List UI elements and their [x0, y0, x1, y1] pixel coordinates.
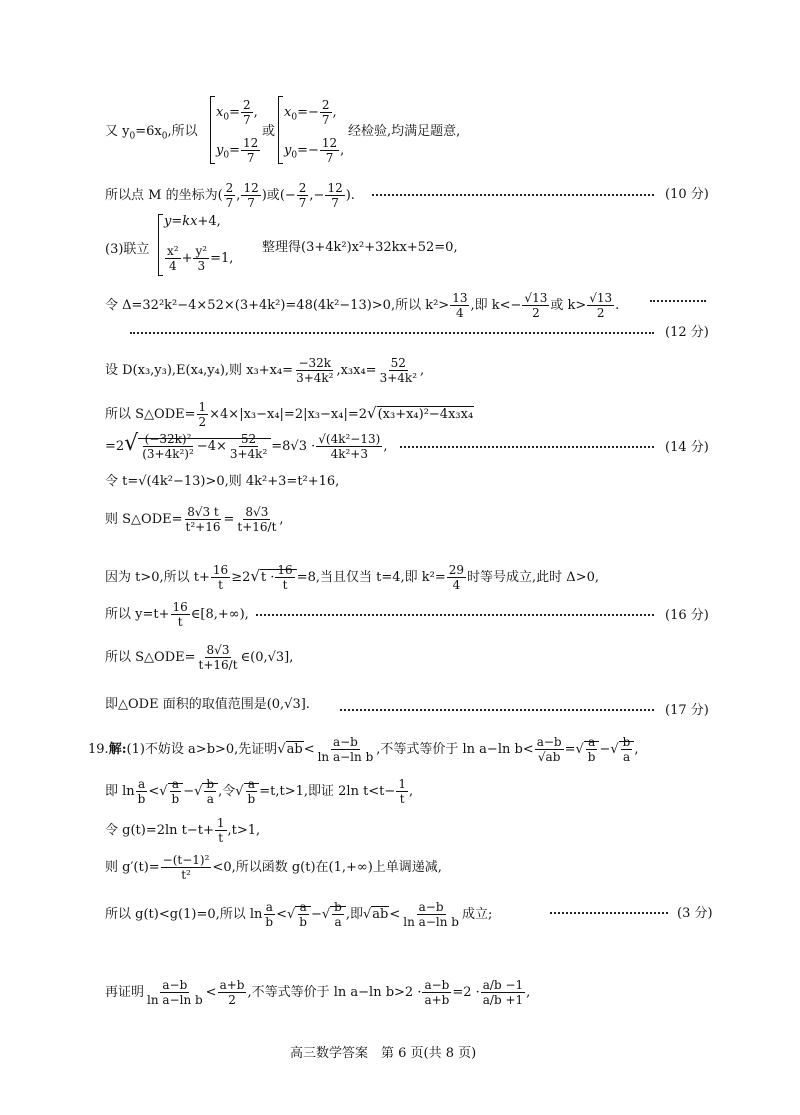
line-4: 令 Δ=32²k²−4×52×(3+4k²)=48(4k²−13)>0,所以 k²> $\frac{13}{4}$ ,即 k<− $\frac{√13}{2}$ 或 k> $\frac{√13}{2}$ . — [105, 291, 620, 320]
system-2-row-2: $y_0=-$ $\frac{12}{7}$ , — [284, 136, 345, 165]
brace-1 — [210, 96, 215, 164]
score-17: (17 分) — [665, 703, 709, 718]
q19-line-2: 即 ln $\frac{a}{b}$ <√ $\frac{a}{b}$ −√ $\frac{b}{a}$ ,令√ $\frac{a}{b}$ =t,t>1,即证 2ln t<t− $\frac{1}{t}$ , — [105, 777, 414, 806]
line-6: 所以 S△ODE= $\frac{1}{2}$ ×4×|x₃−x₄|=2|x₃−x₄|=2√(x₃+x₄)²−4x₃x₄ — [105, 400, 474, 429]
score-3: (3 分) — [677, 906, 713, 921]
q19-line-4: 则 g′(t)= $\frac{\text{−(t−1)²}}{\text{t²}}$ <0,所以函数 g(t)在(1,+∞)上单调递减, — [105, 853, 442, 882]
text: =6x — [135, 124, 162, 139]
line-8: 令 t=√(4k²−13)>0,则 4k²+3=t²+16, — [105, 474, 340, 489]
page-footer: 高三数学答案 第 6 页(共 8 页) — [290, 1046, 477, 1061]
score-16: (16 分) — [665, 608, 709, 623]
fraction: $\frac{2}{7}$ — [321, 98, 330, 127]
line-1: 又 $y_0=6x_0$,所以 — [105, 124, 198, 142]
line-11: 所以 y=t+ $\frac{16}{t}$ ∈[8,+∞), — [105, 600, 249, 629]
score-leader — [130, 332, 654, 334]
q19-line-5: 所以 g(t)<g(1)=0,所以 ln $\frac{a}{b}$ <√ $\frac{a}{b}$ −√ $\frac{b}{a}$ ,即√ab< $\frac{a-b}{\text{ln a−ln b}}$ 成立; — [105, 900, 493, 929]
or: 或 — [262, 124, 276, 139]
system-3-row-2: $\frac{\text{x²}}{4}$ + $\frac{\text{y²}}{3}$ =1, — [167, 244, 234, 273]
score-14: (14 分) — [665, 440, 709, 455]
brace-3 — [158, 214, 163, 276]
line-10: 因为 t>0,所以 t+ $\frac{16}{t}$ ≥2√t · $\frac{16}{t}$ =8,当且仅当 t=4,即 k²= $\frac{29}{4}$ 时等号成立,此时 Δ>0, — [105, 563, 599, 592]
line-3-text: 整理得(3+4k²)x²+32kx+52=0, — [262, 240, 458, 255]
system-3-row-1: y=kx+4, — [164, 214, 221, 229]
line-12: 所以 S△ODE= $\frac{8√3}{t+16/t}$ ∈(0,√3], — [105, 643, 294, 672]
line-3-label: (3)联立 — [105, 242, 150, 257]
score-leader — [340, 709, 654, 711]
line-9: 则 S△ODE= $\frac{8√3 t}{\text{t²+16}}$ = $\frac{8√3}{t+16/t}$ , — [105, 505, 284, 534]
q19-line-1: 19.解:(1)不妨设 a>b>0,先证明√ab< $\frac{a-b}{\text{ln a−ln b}}$ ,不等式等价于 ln a−ln b< $\frac{a-b}{√ab}$ =√ $\frac{a}{b}$ −√ $\frac{b}{a}$ , — [88, 735, 639, 764]
fraction: $\frac{12}{7}$ — [243, 136, 259, 165]
q19-line-3: 令 g(t)=2ln t−t+ $\frac{1}{t}$ ,t>1, — [105, 816, 261, 845]
q19-line-6: 再证明 $\frac{a-b}{\text{ln a−ln b}}$ < $\frac{a+b}{2}$ ,不等式等价于 ln a−ln b>2 · $\frac{a-b}{a+b}$ =2 · $\frac{a/b -1}{a/b +1}$ , — [105, 978, 531, 1007]
score-leader — [372, 194, 654, 196]
fraction: $\frac{12}{7}$ — [321, 136, 338, 165]
text: 又 y — [105, 124, 130, 139]
text: ,所以 — [167, 124, 198, 139]
score-leader — [650, 300, 706, 302]
score-10: (10 分) — [665, 187, 709, 202]
brace-2 — [278, 96, 283, 164]
system-2-row-1: $x_0=-$ $\frac{2}{7}$ , — [284, 98, 337, 127]
score-leader — [256, 614, 654, 616]
text: 所以点 M 的坐标为 — [105, 188, 218, 203]
line-2: 所以点 M 的坐标为( $\frac{2}{7}$ , $\frac{12}{7}$ )或(− $\frac{2}{7}$ ,− $\frac{12}{7}$ ). — [105, 181, 355, 210]
line-5: 设 D(x₃,y₃),E(x₄,y₄),则 x₃+x₄= $\frac{-32k}{\text{3+4k²}}$ ,x₃x₄= $\frac{52}{\text{3+4k²}}$ , — [105, 356, 425, 385]
line-7: =2√ $\frac{\text{(−32k)²}}{\text{(3+4k²)²}}$ −4× $\frac{52}{\text{3+4k²}}$ =8√3 · $\frac{\text{√(4k²−13)}}{\text{4k²+3}}$ , — [105, 431, 388, 461]
line-13: 即△ODE 面积的取值范围是(0,√3]. — [105, 697, 310, 712]
fraction: $\frac{2}{7}$ — [242, 98, 251, 127]
system-1-row-1: $x_0=$ $\frac{2}{7}$ , — [216, 98, 258, 127]
check-text: 经检验,均满足题意, — [348, 124, 461, 139]
score-leader — [400, 446, 654, 448]
system-1-row-2: $y_0=$ $\frac{12}{7}$ — [216, 136, 259, 165]
score-leader — [550, 912, 668, 914]
score-12: (12 分) — [665, 325, 709, 340]
